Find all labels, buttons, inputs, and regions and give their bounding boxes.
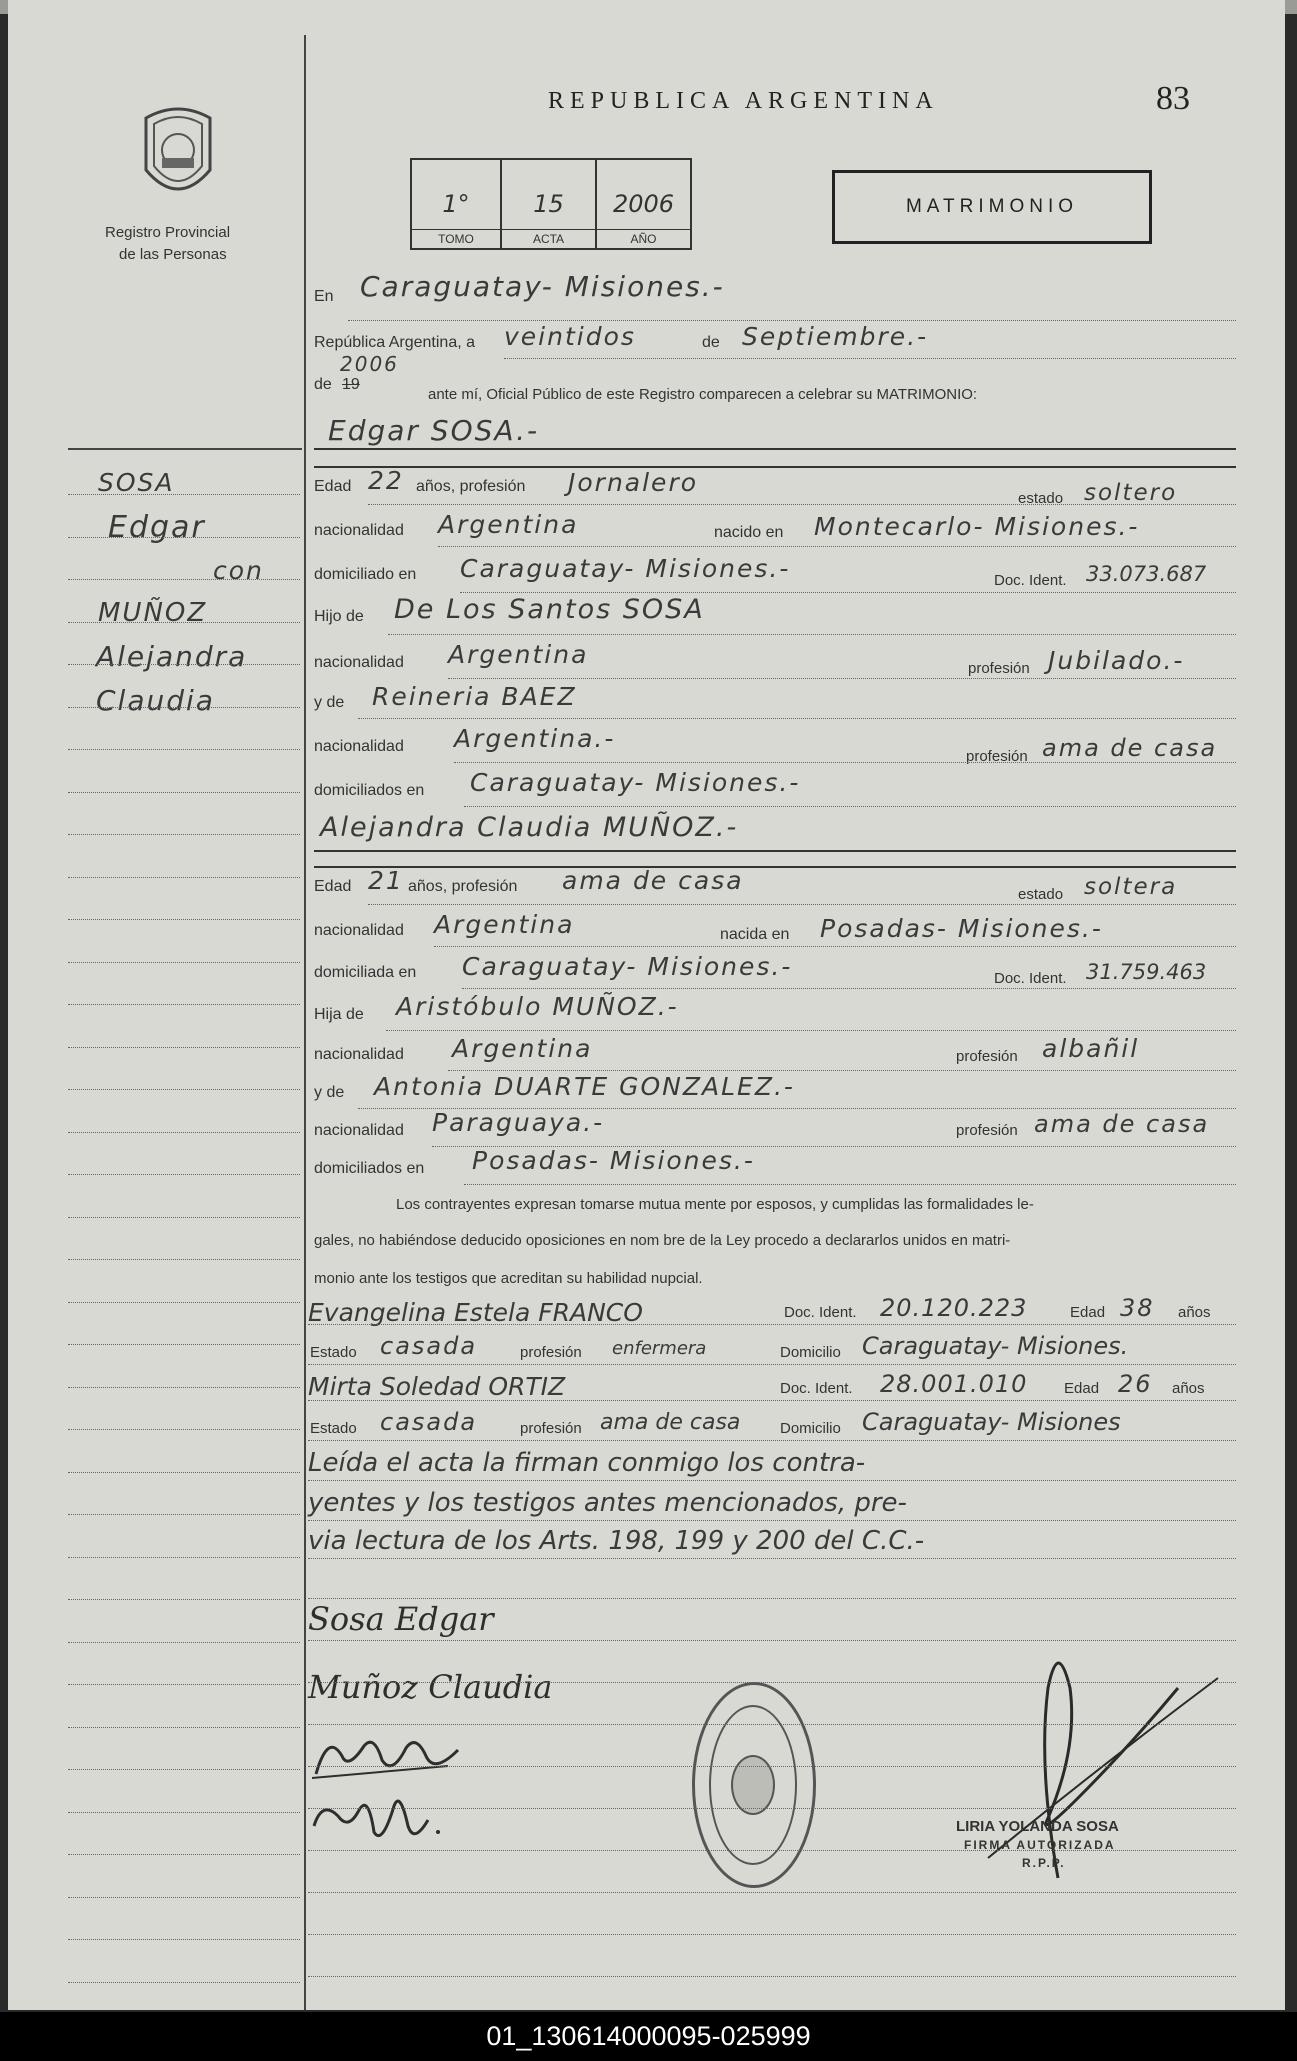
line — [386, 1030, 1236, 1031]
declaration-line-3: monio ante los testigos que acreditan su habilidad nupcial. — [314, 1270, 703, 1287]
ano-label: AÑO — [597, 229, 690, 246]
line — [308, 1440, 1236, 1441]
signature-line — [308, 1808, 1236, 1809]
bride-edad-label: Edad — [314, 878, 352, 895]
margin-line — [68, 1727, 300, 1728]
groom-father: De Los Santos SOSA — [394, 594, 705, 625]
registry-name-line1: Registro Provincial — [105, 224, 231, 241]
margin-line — [68, 1259, 300, 1260]
ano-value: 2006 — [612, 190, 675, 218]
signature-line — [308, 1598, 1236, 1599]
witness2-anos-label: años — [1172, 1380, 1205, 1397]
margin-line — [68, 1599, 300, 1600]
witness1-edad-label: Edad — [1070, 1304, 1106, 1321]
groom-mother-nat: Argentina.- — [454, 724, 616, 753]
document-type-box: MATRIMONIO — [832, 170, 1152, 244]
bride-dom-label: domiciliada en — [314, 964, 417, 981]
registry-name-line2: de las Personas — [119, 246, 227, 263]
closing-line-2: yentes y los testigos antes mencionados, pre- — [308, 1488, 907, 1518]
witness1-age: 38 — [1120, 1294, 1155, 1322]
ano-cell — [597, 160, 690, 248]
bride-profession: ama de casa — [562, 866, 744, 895]
groom-estado: soltero — [1084, 480, 1178, 506]
witness2-dom-label: Domicilio — [780, 1420, 841, 1437]
declaration-line-1: Los contrayentes expresan tomarse mutua mente por esposos, y cumplidas las formalidades le- — [396, 1196, 1034, 1213]
line — [348, 320, 1236, 321]
line — [464, 806, 1236, 807]
margin-line — [68, 1684, 300, 1685]
witness2-age: 26 — [1118, 1370, 1153, 1398]
bride-mother: Antonia DUARTE GONZALEZ.- — [374, 1072, 795, 1101]
witness2-domicile: Caraguatay- Misiones — [862, 1408, 1121, 1436]
place: Caraguatay- Misiones.- — [360, 270, 725, 303]
groom-yde-label: y de — [314, 694, 345, 711]
line — [368, 504, 1236, 505]
bride-parents-dom: Posadas- Misiones.- — [472, 1146, 755, 1175]
margin-line — [68, 1217, 300, 1218]
tomo-label: TOMO — [412, 229, 500, 246]
groom-estado-label: estado — [1018, 490, 1064, 507]
bride-parents-dom-label: domiciliados en — [314, 1160, 425, 1177]
witness1-prof-label: profesión — [520, 1344, 582, 1361]
margin-line — [68, 1089, 300, 1090]
footer-code: 01_130614000095-025999 — [0, 2012, 1297, 2061]
line — [358, 718, 1236, 719]
groom-parents-dom-label: domiciliados en — [314, 782, 425, 799]
republica-label: República Argentina, a — [314, 334, 475, 351]
groom-anos-label: años, profesión — [416, 478, 526, 495]
margin-line — [68, 1514, 300, 1515]
line — [464, 1184, 1236, 1185]
bride-anos-label: años, profesión — [408, 878, 518, 895]
closing-line-1: Leída el acta la firman conmigo los contra- — [308, 1448, 866, 1478]
witness2-profession: ama de casa — [600, 1410, 741, 1435]
line — [454, 762, 1236, 763]
groom-nacido-label: nacido en — [714, 524, 784, 541]
page-number: 83 — [1156, 80, 1190, 117]
witness1-anos-label: años — [1178, 1304, 1211, 1321]
groom-domicile: Caraguatay- Misiones.- — [460, 554, 791, 583]
witness2-signature-icon — [304, 1786, 464, 1856]
margin-line — [68, 1982, 300, 1983]
line — [308, 1480, 1236, 1481]
line — [314, 850, 1236, 852]
year-struck: 19 — [342, 376, 360, 393]
bride-mother-nat: Paraguaya.- — [432, 1108, 605, 1137]
closing-line-3: via lectura de los Arts. 198, 199 y 200 del C.C.- — [308, 1526, 925, 1556]
groom-doc: 33.073.687 — [1086, 562, 1207, 586]
witness2-name: Mirta Soledad ORTIZ — [308, 1372, 566, 1401]
margin-line-1: SOSA — [98, 468, 175, 497]
year: 2006 — [340, 352, 399, 376]
official-seal-icon — [692, 1682, 816, 1888]
signature-line — [308, 1724, 1236, 1725]
de2-label: de — [314, 376, 332, 393]
bride-birthplace: Posadas- Misiones.- — [820, 914, 1103, 943]
line — [368, 904, 1236, 905]
margin-line — [68, 664, 300, 665]
margin-line — [68, 1769, 300, 1770]
tomo-cell — [412, 160, 502, 248]
groom-nat-label: nacionalidad — [314, 522, 404, 539]
groom-profession: Jornalero — [568, 468, 699, 497]
witness2-doc-label: Doc. Ident. — [780, 1380, 853, 1397]
margin-rule — [68, 448, 302, 450]
line — [308, 1520, 1236, 1521]
tomo-value: 1° — [442, 190, 470, 218]
country-title: REPUBLICA ARGENTINA — [548, 88, 939, 114]
groom-father-prof-label: profesión — [968, 660, 1030, 677]
bride-estado: soltera — [1084, 874, 1178, 900]
groom-mother-nat-label: nacionalidad — [314, 738, 404, 755]
margin-line — [68, 579, 300, 580]
bride-name: Alejandra Claudia MUÑOZ.- — [320, 812, 739, 843]
groom-nationality: Argentina — [438, 510, 579, 539]
line — [314, 466, 1236, 468]
margin-line — [68, 1004, 300, 1005]
margin-line — [68, 792, 300, 793]
signature-line — [308, 1892, 1236, 1893]
line — [448, 1070, 1236, 1071]
signature-line — [308, 1934, 1236, 1935]
bride-nacida-label: nacida en — [720, 926, 790, 943]
signature-line — [308, 1682, 1236, 1683]
margin-line — [68, 1429, 300, 1430]
margin-line — [68, 1387, 300, 1388]
bride-father-prof: albañil — [1042, 1034, 1140, 1063]
margin-line — [68, 1132, 300, 1133]
margin-line-6: Claudia — [96, 684, 215, 717]
line — [308, 1558, 1236, 1559]
intro-text: ante mí, Oficial Público de este Registro comparecen a celebrar su MATRIMONIO: — [428, 386, 978, 403]
witness1-profession: enfermera — [612, 1338, 707, 1359]
margin-line-3: con — [213, 556, 264, 585]
official-title: FIRMA AUTORIZADA — [964, 1838, 1116, 1852]
signature-line — [308, 1976, 1236, 1977]
witness1-doc-label: Doc. Ident. — [784, 1304, 857, 1321]
line — [460, 592, 1236, 593]
groom-mother: Reineria BAEZ — [372, 682, 577, 711]
document-page — [8, 0, 1285, 2010]
margin-line — [68, 622, 300, 623]
bride-mother-prof-label: profesión — [956, 1122, 1018, 1139]
bride-nationality: Argentina — [434, 910, 575, 939]
margin-line — [68, 1344, 300, 1345]
bride-domicile: Caraguatay- Misiones.- — [462, 952, 793, 981]
line — [314, 866, 1236, 868]
margin-line — [68, 1472, 300, 1473]
groom-signature: Sosa Edgar — [308, 1600, 494, 1638]
registry-seal-icon — [136, 100, 220, 210]
groom-mother-prof: ama de casa — [1042, 734, 1218, 762]
margin-line — [68, 537, 300, 538]
bride-yde-label: y de — [314, 1084, 345, 1101]
day: veintidos — [504, 322, 636, 351]
groom-doc-label: Doc. Ident. — [994, 572, 1067, 589]
line — [308, 1324, 1236, 1325]
witness2-estado: casada — [380, 1408, 478, 1436]
acta-cell — [502, 160, 597, 248]
bride-estado-label: estado — [1018, 886, 1064, 903]
groom-mother-prof-label: profesión — [966, 748, 1028, 765]
margin-line — [68, 962, 300, 963]
line — [448, 678, 1236, 679]
de-label: de — [702, 334, 720, 351]
groom-father-nat-label: nacionalidad — [314, 654, 404, 671]
witness2-estado-label: Estado — [310, 1420, 357, 1437]
margin-line — [68, 1642, 300, 1643]
margin-line — [68, 1174, 300, 1175]
signature-line — [308, 1850, 1236, 1851]
bride-signature: Muñoz Claudia — [308, 1668, 553, 1706]
record-box — [410, 158, 692, 250]
signature-line — [308, 1640, 1236, 1641]
month: Septiembre.- — [742, 322, 929, 351]
groom-father-nat: Argentina — [448, 640, 589, 669]
margin-line — [68, 1854, 300, 1855]
witness1-domicile: Caraguatay- Misiones. — [862, 1332, 1129, 1360]
witness1-signature-icon — [308, 1726, 478, 1786]
line — [314, 448, 1236, 450]
acta-label: ACTA — [502, 229, 595, 246]
official-name: LIRIA YOLANDA SOSA — [956, 1818, 1119, 1835]
line — [308, 1400, 1236, 1401]
groom-edad-label: Edad — [314, 478, 352, 495]
groom-hijo-label: Hijo de — [314, 608, 364, 625]
margin-line — [68, 1047, 300, 1048]
groom-father-prof: Jubilado.- — [1048, 646, 1185, 675]
acta-value: 15 — [533, 190, 564, 218]
line — [308, 1364, 1236, 1365]
bride-hija-label: Hija de — [314, 1006, 364, 1023]
margin-line — [68, 1897, 300, 1898]
line — [504, 358, 1236, 359]
witness1-dom-label: Domicilio — [780, 1344, 841, 1361]
en-label: En — [314, 288, 334, 305]
margin-line — [68, 494, 300, 495]
witness1-doc: 20.120.223 — [880, 1294, 1028, 1322]
witness2-prof-label: profesión — [520, 1420, 582, 1437]
bride-nat-label: nacionalidad — [314, 922, 404, 939]
margin-line — [68, 834, 300, 835]
margin-line — [68, 749, 300, 750]
margin-line — [68, 1812, 300, 1813]
bride-age: 21 — [368, 866, 404, 895]
margin-line — [68, 877, 300, 878]
margin-line — [68, 919, 300, 920]
margin-line — [68, 1302, 300, 1303]
witness1-estado: casada — [380, 1332, 478, 1360]
bride-father: Aristóbulo MUÑOZ.- — [396, 992, 679, 1021]
bride-father-prof-label: profesión — [956, 1048, 1018, 1065]
witness2-edad-label: Edad — [1064, 1380, 1100, 1397]
signature-line — [308, 1766, 1236, 1767]
seal — [731, 1755, 775, 1815]
margin-line — [68, 1939, 300, 1940]
margin-line-5: Alejandra — [96, 640, 248, 673]
witness1-estado-label: Estado — [310, 1344, 357, 1361]
witness1-name: Evangelina Estela FRANCO — [308, 1298, 643, 1327]
margin-line — [68, 1557, 300, 1558]
bride-father-nat-label: nacionalidad — [314, 1046, 404, 1063]
bride-mother-prof: ama de casa — [1034, 1110, 1210, 1138]
groom-age: 22 — [368, 466, 404, 495]
line — [462, 988, 1236, 989]
line — [388, 634, 1236, 635]
declaration-line-2: gales, no habiéndose deducido oposiciones en nom bre de la Ley procedo a declararlos unidos en matri- — [314, 1232, 1011, 1249]
line — [434, 946, 1236, 947]
bride-doc-label: Doc. Ident. — [994, 970, 1067, 987]
line — [438, 546, 1236, 547]
margin-line-2: Edgar — [108, 510, 206, 545]
margin-divider — [304, 35, 306, 2010]
bride-doc: 31.759.463 — [1086, 960, 1207, 984]
bride-father-nat: Argentina — [452, 1034, 593, 1063]
margin-line — [68, 707, 300, 708]
groom-name: Edgar SOSA.- — [328, 414, 540, 447]
bride-mother-nat-label: nacionalidad — [314, 1122, 404, 1139]
groom-parents-dom: Caraguatay- Misiones.- — [470, 768, 801, 797]
official-org: R.P.P. — [1022, 1856, 1066, 1870]
groom-dom-label: domiciliado en — [314, 566, 417, 583]
witness2-doc: 28.001.010 — [880, 1370, 1028, 1398]
margin-line-4: MUÑOZ — [98, 598, 208, 628]
groom-birthplace: Montecarlo- Misiones.- — [814, 512, 1140, 541]
